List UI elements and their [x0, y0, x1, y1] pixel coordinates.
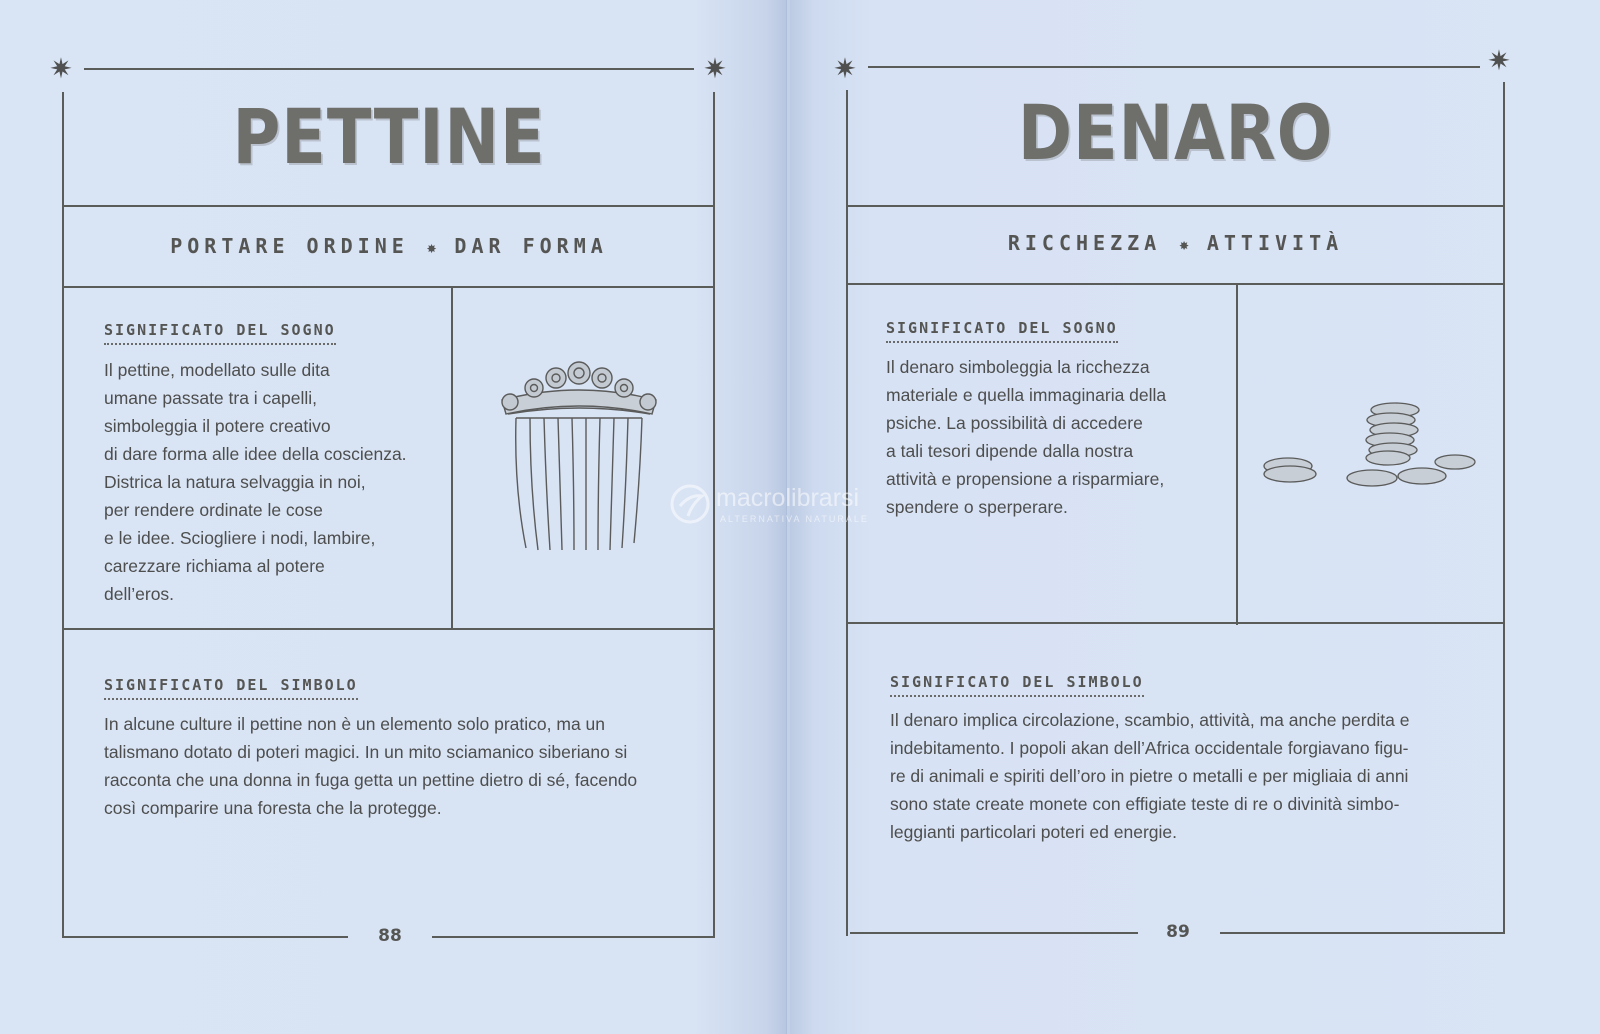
frame-right-border [713, 92, 715, 938]
symbol-text: Il denaro implica circolazione, scambio, attività, ma anche perdita e indebitamento. I popoli akan dell’Africa occidentale forgiavano figu- re di animali e spiriti dell’oro in pietre o metalli e per migliaia di anni sono state create monete con effigiate teste di re o divinità simbo- leggianti particolari poteri ed energie. [890, 710, 1410, 842]
watermark-text: macrolibrarsi [716, 484, 860, 512]
symbol-heading: SIGNIFICATO DEL SIMBOLO [890, 673, 1144, 697]
page-title: PETTINE [232, 92, 546, 181]
top-rule [868, 66, 1480, 68]
bottom-rule [432, 936, 715, 938]
star-ornament-icon: ✷ [49, 52, 73, 85]
bottom-rule [1220, 932, 1505, 934]
column-divider [451, 288, 453, 628]
column-divider [1236, 285, 1238, 625]
star-ornament-icon: ✷ [1487, 44, 1511, 77]
title-divider [846, 205, 1505, 207]
section-divider [846, 622, 1505, 624]
title-divider [62, 205, 715, 207]
keywords-divider [846, 283, 1505, 285]
top-rule [84, 68, 694, 70]
page-number: 88 [378, 926, 402, 946]
left-page [0, 0, 790, 1034]
coins-illustration [1260, 396, 1480, 496]
page-title: DENARO [1017, 88, 1334, 177]
star-ornament-icon: ✷ [703, 52, 727, 85]
keywords-divider [62, 286, 715, 288]
frame-left-border [846, 90, 848, 936]
keyword-separator-icon: ✸ [1179, 235, 1189, 254]
symbol-text: In alcune culture il pettine non è un elemento solo pratico, ma un talismano dotato di poteri magici. In un mito sciamanico siberiano si racconta che una donna in fuga getta un pettine dietro di sé, facendo così comparire una foresta che la protegge. [104, 714, 638, 818]
keywords-row [848, 231, 1503, 255]
keyword: DAR FORMA [454, 234, 608, 258]
star-ornament-icon: ✷ [833, 52, 857, 85]
comb-illustration [494, 358, 664, 558]
keyword: RICCHEZZA [1007, 231, 1162, 255]
dream-text: Il denaro simboleggia la ricchezza materiale e quella immaginaria della psiche. La possibilità di accedere a tali tesori dipende dalla nostra attività e propensione a risparmiare, spendere o sperperare. [886, 357, 1167, 517]
right-page [790, 0, 1600, 1034]
frame-right-border [1503, 82, 1505, 934]
dream-heading: SIGNIFICATO DEL SOGNO [104, 321, 336, 345]
section-divider [62, 628, 715, 630]
frame-left-border [62, 92, 64, 938]
symbol-heading: SIGNIFICATO DEL SIMBOLO [104, 676, 358, 700]
keyword: ATTIVITÀ [1206, 231, 1344, 255]
keyword-separator-icon: ✸ [426, 238, 437, 257]
bottom-rule [850, 932, 1138, 934]
bottom-rule [62, 936, 348, 938]
dream-heading: SIGNIFICATO DEL SOGNO [886, 319, 1118, 343]
watermark-subtext: ALTERNATIVA NATURALE [720, 514, 869, 524]
keyword: PORTARE ORDINE [170, 234, 409, 258]
keywords-row [64, 234, 714, 258]
dream-text: Il pettine, modellato sulle dita umane passate tra i capelli, simboleggia il potere creativo di dare forma alle idee della coscienza. Districa la natura selvaggia in noi, per rendere ordinate le cose e le idee. Sciogliere i nodi, lambire, carezzare richiama al potere dell’eros. [104, 360, 407, 604]
page-number: 89 [1166, 922, 1190, 942]
